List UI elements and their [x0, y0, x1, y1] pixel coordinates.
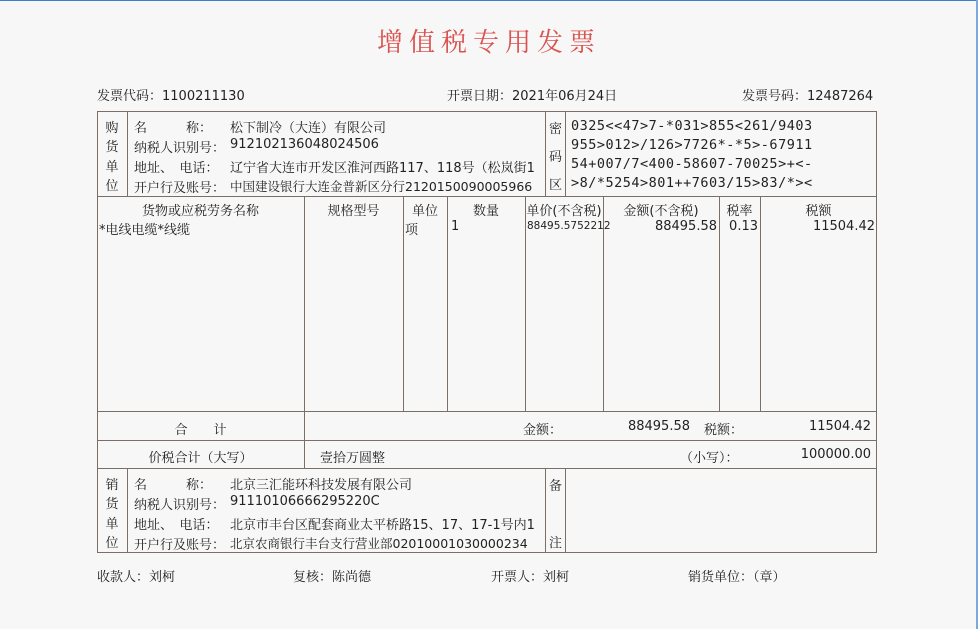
grand-total-label: 价税合计（大写）: [148, 451, 253, 466]
invoice-number-value: 12487264: [807, 89, 874, 104]
total-amount-label: 金额：: [523, 423, 563, 438]
total-tax: 11504.42: [808, 419, 871, 434]
cipher-char-2: 码: [548, 150, 562, 165]
invoice-number: [742, 85, 873, 104]
grand-total-number: 100000.00: [800, 447, 871, 462]
header-amount: 金额(不含税): [623, 204, 699, 219]
col-divider-name: [304, 196, 305, 468]
item-name: *电线电缆*线缆: [99, 223, 191, 238]
footer-issuer: 开票人：刘柯: [491, 570, 570, 585]
divider-items-total: [97, 411, 877, 412]
invoice-code-value: 1100211130: [162, 89, 245, 104]
footer-seller-seal: 销货单位：（章）: [688, 570, 786, 585]
invoice-date: [447, 85, 617, 104]
invoice-date-value: 2021年06月24日: [512, 89, 618, 104]
item-qty: 1: [451, 219, 460, 234]
invoice-number-label: 发票号码：: [742, 89, 808, 104]
remark-char-1: 备: [548, 479, 562, 494]
header-spec: 规格型号: [327, 204, 380, 219]
cipher-char-3: 区: [548, 178, 562, 193]
seller-char-divider: [127, 468, 128, 553]
footer-payee: 收款人：刘柯: [97, 570, 176, 585]
item-price: 88495.5752212: [527, 220, 611, 232]
seller-name: 北京三汇能环科技发展有限公司: [230, 478, 413, 493]
header-unit: 单位: [411, 204, 438, 219]
col-divider-spec: [403, 196, 404, 411]
seller-taxid-label: 纳税人识别号：: [134, 498, 226, 513]
col-divider-unit: [447, 196, 448, 411]
cipher-line-2: 955>012>/126>7726*-*5>-67911: [571, 137, 813, 153]
cipher-char-divider: [565, 111, 566, 196]
item-rate: 0.13: [729, 219, 758, 234]
header-rate: 税率: [726, 204, 753, 219]
seller-address: 北京市丰台区配套商业太平桥路15、17、17-1号内1: [230, 518, 535, 533]
cipher-line-1: 0325<<47>7-*031>855<261/9403: [571, 118, 813, 134]
grand-total-small-label: （小写）：: [680, 451, 739, 466]
buyer-char-2: 货: [105, 140, 119, 155]
invoice-date-label: 开票日期：: [447, 89, 513, 104]
buyer-bank: 中国建设银行大连金普新区分行2120150090005966: [230, 179, 533, 194]
col-divider-rate: [760, 196, 761, 411]
seller-bank-label: 开户行及账号：: [134, 538, 226, 553]
col-divider-amount: [719, 196, 720, 411]
divider-grand-seller: [97, 468, 877, 469]
buyer-char-3: 单: [105, 160, 119, 175]
total-amount: 88495.58: [627, 419, 690, 434]
buyer-address-label: 地址、 电话：: [134, 161, 219, 176]
cipher-char-1: 密: [548, 122, 562, 137]
seller-name-label: 名 称：: [134, 478, 213, 493]
buyer-char-1: 购: [105, 121, 119, 136]
invoice-title: 增值税专用发票: [376, 28, 601, 58]
buyer-bank-label: 开户行及账号：: [134, 181, 226, 196]
seller-bank: 北京农商银行丰台支行营业部02010001030000234: [230, 536, 528, 551]
item-amount: 88495.58: [654, 219, 717, 234]
buyer-char-4: 位: [105, 179, 119, 194]
total-tax-label: 税额：: [704, 423, 744, 438]
buyer-name-label: 名 称：: [134, 121, 213, 136]
seller-address-label: 地址、 电话：: [134, 518, 219, 533]
header-tax: 税额: [805, 204, 832, 219]
invoice-code-label: 发票代码：: [97, 89, 163, 104]
seller-char-1: 销: [105, 478, 119, 493]
total-label: 合 计: [174, 423, 227, 438]
divider-total-grand: [97, 440, 877, 441]
item-unit: 项: [405, 223, 419, 238]
buyer-taxid-label: 纳税人识别号：: [134, 141, 226, 156]
buyer-name: 松下制冷（大连）有限公司: [230, 121, 387, 136]
buyer-address: 辽宁省大连市开发区淮河西路117、118号（松岚街1: [230, 161, 535, 176]
invoice-code: [97, 85, 245, 104]
seller-char-4: 位: [105, 536, 119, 551]
remark-char-2: 注: [548, 536, 562, 551]
cipher-line-4: >8/*5254>801++7603/15>83/*><: [571, 175, 813, 191]
col-divider-qty: [525, 196, 526, 411]
grand-total-words: 壹拾万圆整: [320, 451, 386, 466]
cipher-line-3: 54+007/7<400-58607-70025>+<-: [571, 156, 813, 172]
window-top-border: [0, 0, 978, 1]
buyer-taxid: 912102136048024506: [230, 137, 379, 152]
buyer-char-divider: [127, 111, 128, 196]
remark-char-divider: [565, 468, 566, 553]
footer-reviewer: 复核：陈尚德: [293, 570, 372, 585]
item-tax: 11504.42: [812, 219, 875, 234]
header-qty: 数量: [472, 204, 499, 219]
header-name: 货物或应税劳务名称: [141, 204, 259, 219]
seller-char-2: 货: [105, 497, 119, 512]
seller-taxid: 91110106666295220C: [230, 494, 380, 509]
header-price: 单价(不含税): [526, 204, 602, 219]
seller-char-3: 单: [105, 517, 119, 532]
